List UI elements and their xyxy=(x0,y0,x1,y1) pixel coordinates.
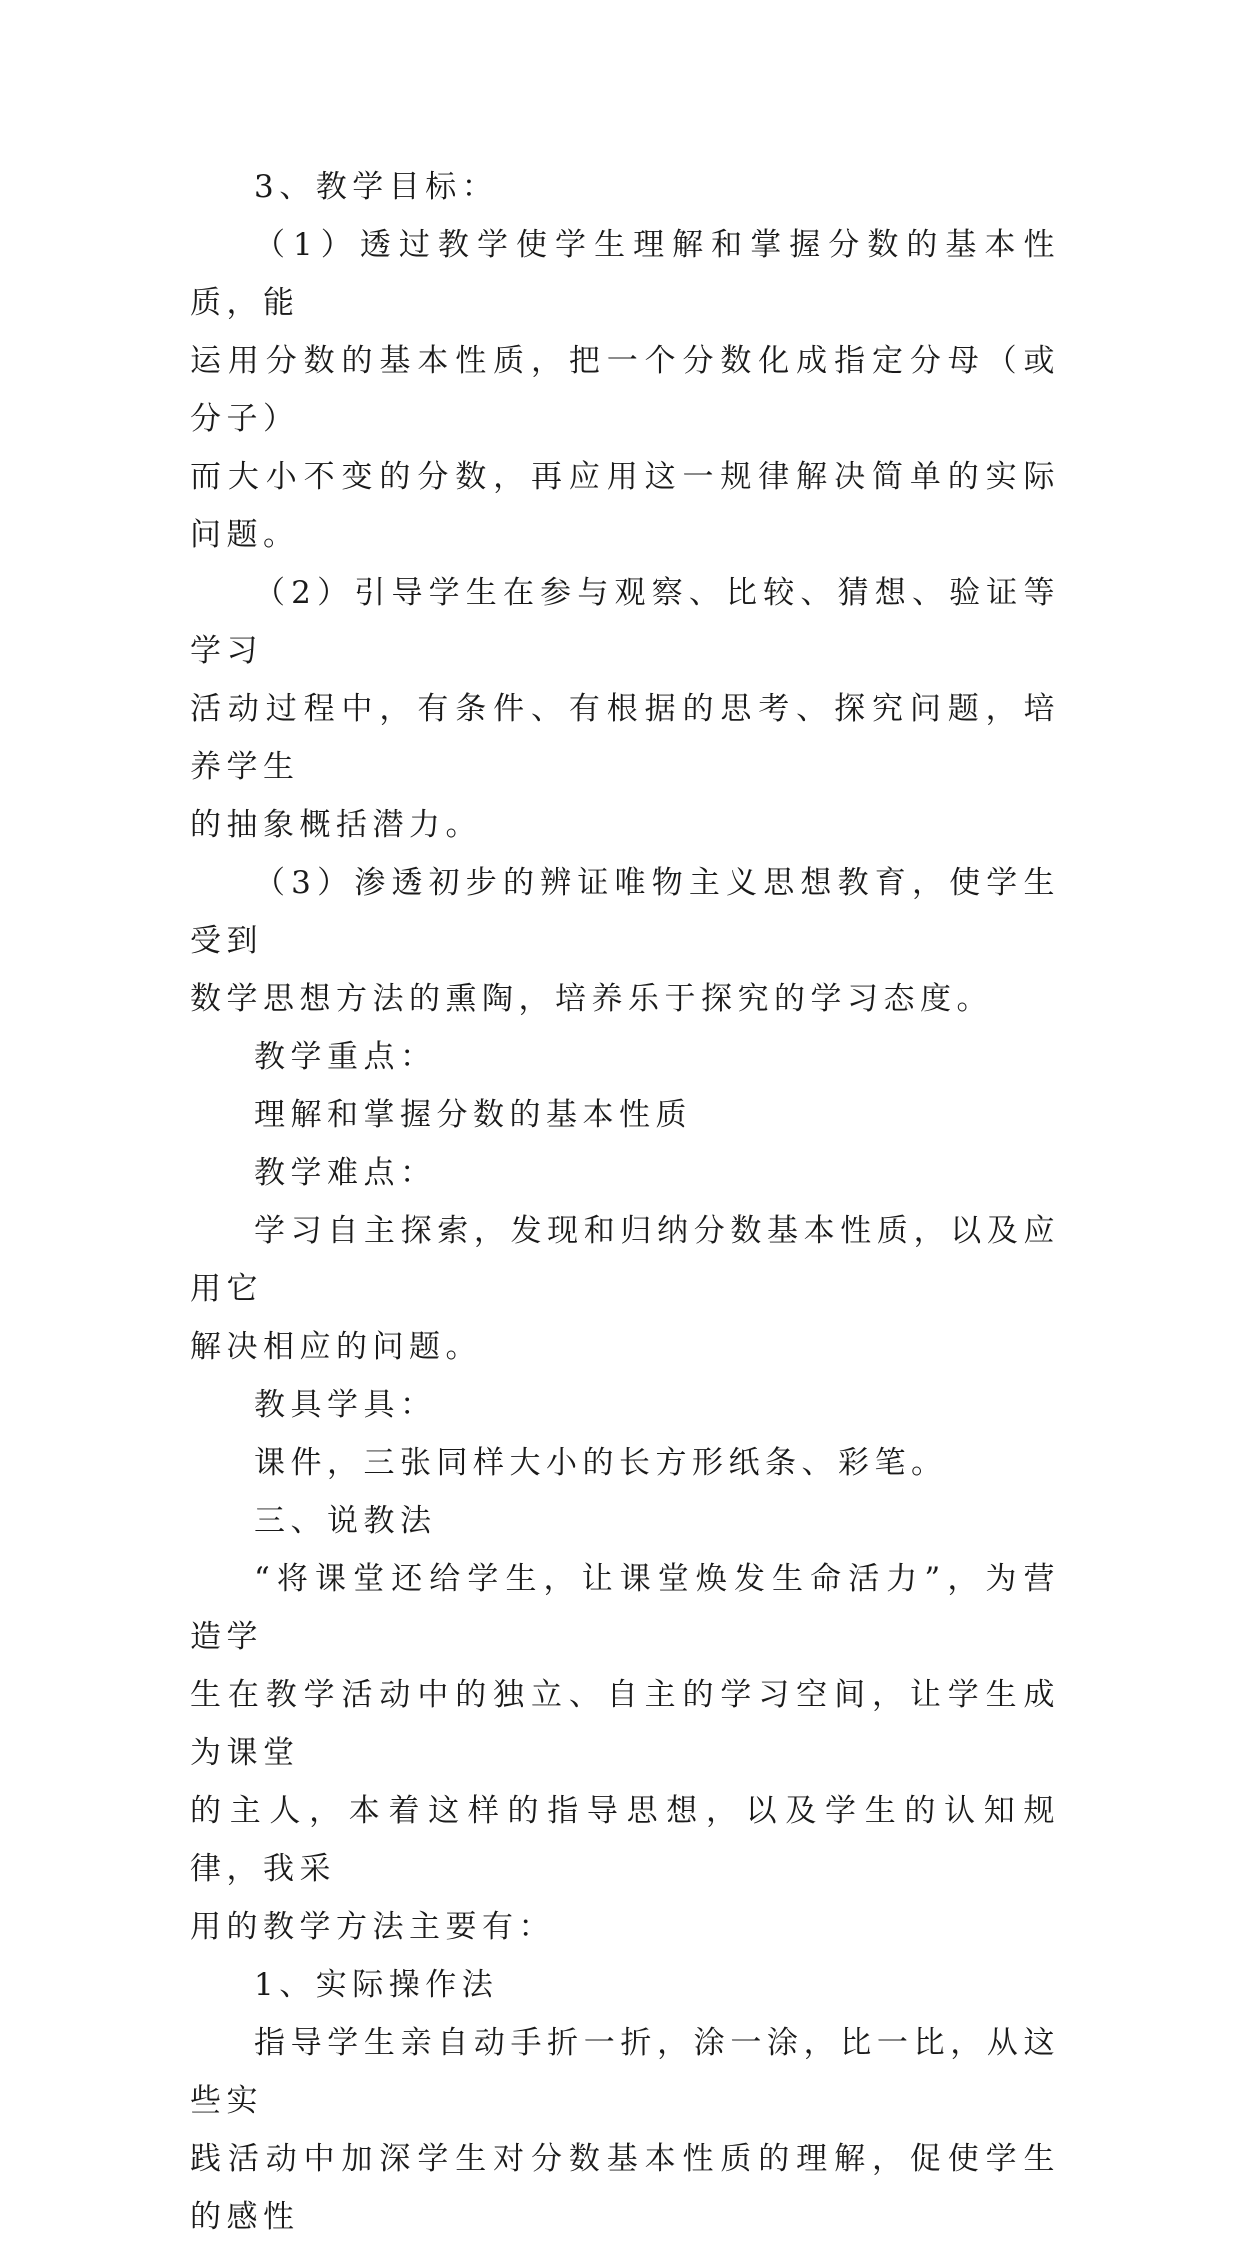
text-line: （1）透过教学使学生理解和掌握分数的基本性质，能 xyxy=(190,227,1060,321)
text-line: （3）渗透初步的辨证唯物主义思想教育，使学生受到 xyxy=(190,865,1060,959)
teaching-aids-heading: 教具学具： xyxy=(254,1387,437,1423)
teaching-focus-heading: 教学重点： xyxy=(254,1039,437,1075)
objective-2-paragraph xyxy=(190,564,1060,854)
section-heading-teaching-methods: 三、说教法 xyxy=(254,1503,437,1539)
method-1-heading: 1、实际操作法 xyxy=(254,1967,499,2003)
teaching-methods-paragraph xyxy=(190,1550,1060,1956)
text-line: 的主人，本着这样的指导思想，以及学生的认知规律，我采 xyxy=(190,1793,1060,1887)
text-line: “将课堂还给学生，让课堂焕发生命活力”，为营造学 xyxy=(190,1561,1060,1655)
teaching-difficulty-paragraph xyxy=(190,1202,1060,1376)
text-line: 用的教学方法主要有： xyxy=(190,1909,555,1945)
text-line: 运用分数的基本性质，把一个分数化成指定分母（或分子） xyxy=(190,343,1060,437)
text-line: 解决相应的问题。 xyxy=(190,1329,482,1365)
objective-3-paragraph xyxy=(190,854,1060,1028)
section-heading-teaching-objectives: 3、教学目标： xyxy=(254,169,499,205)
text-line: （2）引导学生在参与观察、比较、猜想、验证等学习 xyxy=(190,575,1060,669)
objective-1-paragraph xyxy=(190,216,1060,564)
text-line: 而大小不变的分数，再应用这一规律解决简单的实际问题。 xyxy=(190,459,1060,553)
text-line: 生在教学活动中的独立、自主的学习空间，让学生成为课堂 xyxy=(190,1677,1060,1771)
text-line: 活动过程中，有条件、有根据的思考、探究问题，培养学生 xyxy=(190,691,1060,785)
teaching-focus-text: 理解和掌握分数的基本性质 xyxy=(254,1097,692,1133)
text-line: 数学思想方法的熏陶，培养乐于探究的学习态度。 xyxy=(190,981,993,1017)
text-line: 指导学生亲自动手折一折，涂一涂，比一比，从这些实 xyxy=(190,2025,1060,2119)
text-line: 学习自主探索，发现和归纳分数基本性质，以及应用它 xyxy=(190,1213,1060,1307)
text-line: 践活动中加深学生对分数基本性质的理解，促使学生的感性 xyxy=(190,2141,1060,2235)
text-line: 的抽象概括潜力。 xyxy=(190,807,482,843)
method-1-paragraph xyxy=(190,2014,1060,2246)
teaching-difficulty-heading: 教学难点： xyxy=(254,1155,437,1191)
teaching-aids-text: 课件，三张同样大小的长方形纸条、彩笔。 xyxy=(254,1445,948,1481)
document-body xyxy=(190,158,1060,2246)
